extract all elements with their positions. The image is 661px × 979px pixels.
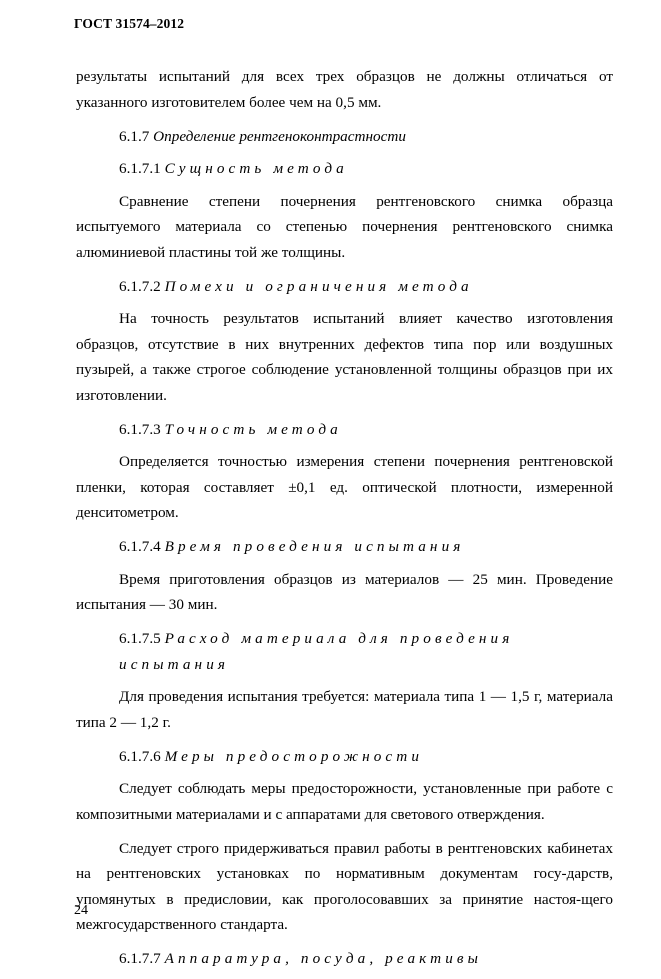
section-heading-6-1-7-5 (119, 626, 613, 677)
section-title: Определение рентгеноконтрастности (153, 127, 406, 145)
section-number: 6.1.7 (119, 127, 150, 145)
section-title: Время проведения испытания (164, 538, 465, 555)
section-heading-6-1-7-1 (119, 156, 613, 182)
section-title: Расход материала для проведения испытания (119, 630, 514, 673)
paragraph: Определяется точностью измерения степени почернения рентгеновской пленки, которая составляет ±0,1 ед. оптической плотности, измеренной денситометром. (76, 453, 613, 521)
section-heading-6-1-7-7 (119, 946, 613, 972)
section-heading-6-1-7 (119, 124, 613, 150)
section-number: 6.1.7.3 (119, 420, 161, 438)
page-body (76, 64, 613, 979)
document-header: ГОСТ 31574–2012 (74, 16, 185, 31)
section-title: Помехи и ограничения метода (164, 277, 473, 295)
paragraph: результаты испытаний для всех трех образцов не должны отличаться от указанного изготовителем более чем на 0,5 мм. (76, 68, 613, 111)
paragraph: Сравнение степени почернения рентгеновского снимка образца испытуемого материала со степенью почернения рентгеновского снимка алюминиевой пластины той же толщины. (76, 192, 613, 261)
paragraph: Следует строго придерживаться правил работы в рентгеновских кабинетах на рентгеновских установках по нормативным документам госу-дарств, упомянутых в предисловии, как проголосовавших за принятие настоя-щего межгосударственного стандарта. (76, 839, 613, 933)
section-title: Сущность метода (164, 160, 348, 177)
section-heading-6-1-7-3 (119, 417, 613, 443)
paragraph: Время приготовления образцов из материалов — 25 мин. Проведение испытания — 30 мин. (76, 570, 613, 613)
section-number: 6.1.7.1 (119, 160, 161, 177)
section-heading-6-1-7-2 (119, 274, 613, 300)
section-heading-6-1-7-6 (119, 744, 613, 770)
section-number: 6.1.7.2 (119, 277, 161, 295)
section-title: Точность метода (164, 420, 342, 438)
section-number: 6.1.7.7 (119, 950, 161, 967)
section-title: Меры предосторожности (164, 747, 424, 765)
paragraph: На точность результатов испытаний влияет качество изготовления образцов, отсутствие в них внутренних дефектов типа пор или воздушных пузырей, а также строгое соблюдение установленной толщины образцов при их изготовлении. (76, 310, 613, 404)
paragraph: Следует соблюдать меры предосторожности, установленные при работе с композитными материалами и с аппаратами для светового отверждения. (76, 780, 613, 823)
section-title: Аппаратура, посуда, реактивы (164, 950, 482, 967)
section-number: 6.1.7.6 (119, 747, 161, 765)
paragraph: Для проведения испытания требуется: материала типа 1 — 1,5 г, материала типа 2 — 1,2 г. (76, 688, 613, 731)
section-heading-6-1-7-4 (119, 534, 613, 560)
section-number: 6.1.7.5 (119, 630, 161, 647)
page-number: 24 (74, 903, 88, 918)
section-number: 6.1.7.4 (119, 538, 161, 555)
